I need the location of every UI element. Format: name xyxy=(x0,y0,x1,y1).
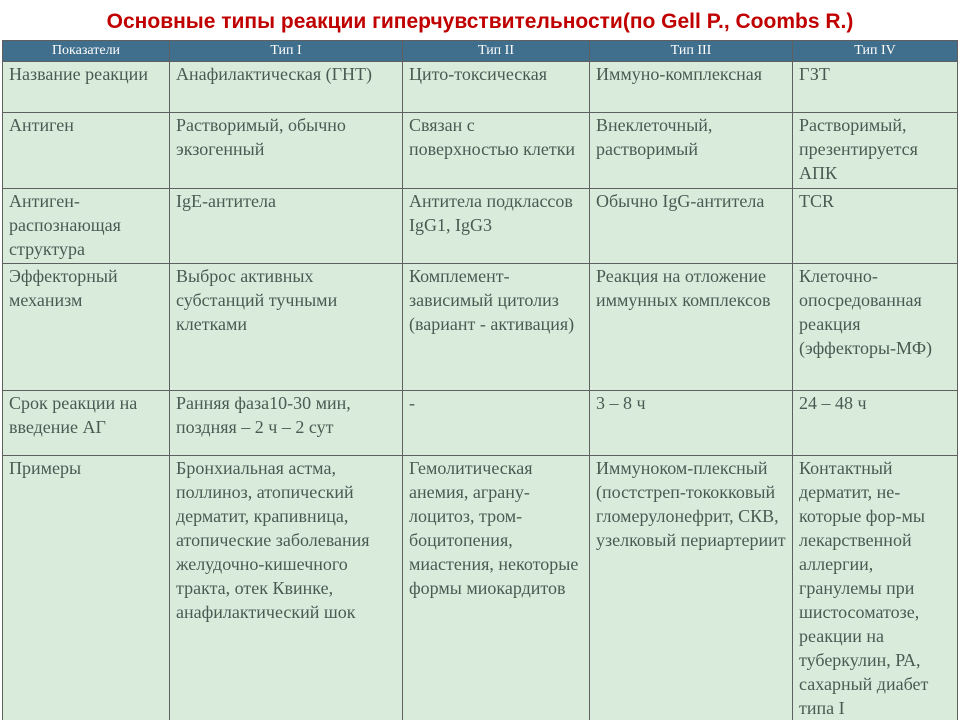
table-cell: Обычно IgG-антитела xyxy=(590,189,793,264)
table-row xyxy=(3,264,958,391)
row-label: Эффекторный механизм xyxy=(3,264,170,391)
table-cell: Гемолитическая анемия, аграну-лоцитоз, тром-боцитопения, миастения, некоторые формы миокардитов xyxy=(403,456,590,720)
table-cell: Реакция на отложение иммунных комплексов xyxy=(590,264,793,391)
table-cell: Цито-токсическая xyxy=(403,62,590,113)
table-cell: Контактный дерматит, не-которые фор-мы лекарственной аллергии, гранулемы при шистосоматозе, реакции на туберкулин, РА, сахарный диабет типа I xyxy=(793,456,958,720)
row-label: Антиген xyxy=(3,113,170,189)
table-cell: IgE-антитела xyxy=(170,189,403,264)
table-cell: Иммуно-комплексная xyxy=(590,62,793,113)
table-cell: 3 – 8 ч xyxy=(590,391,793,456)
header-type-3: Тип III xyxy=(590,41,793,62)
header-type-1: Тип I xyxy=(170,41,403,62)
header-indicators: Показатели xyxy=(3,41,170,62)
table-cell: Клеточно-опосредованная реакция (эффекторы-МФ) xyxy=(793,264,958,391)
table-cell: Растворимый, презентируется АПК xyxy=(793,113,958,189)
table-cell: Бронхиальная астма, поллиноз, атопический дерматит, крапивница, атопические заболевания желудочно-кишечного тракта, отек Квинке, анафилактический шок xyxy=(170,456,403,720)
table-cell: Ранняя фаза10-30 мин, поздняя – 2 ч – 2 сут xyxy=(170,391,403,456)
table-row xyxy=(3,189,958,264)
table-row xyxy=(3,62,958,113)
header-type-4: Тип IV xyxy=(793,41,958,62)
table-cell: Внеклеточный, растворимый xyxy=(590,113,793,189)
row-label: Название реакции xyxy=(3,62,170,113)
slide-title: Основные типы реакции гиперчувствительности(по Gell P., Coombs R.) xyxy=(106,10,854,33)
row-label: Срок реакции на введение АГ xyxy=(3,391,170,456)
table-cell: Растворимый, обычно экзогенный xyxy=(170,113,403,189)
table-cell: - xyxy=(403,391,590,456)
table-cell: Связан с поверхностью клетки xyxy=(403,113,590,189)
table-cell: ГЗТ xyxy=(793,62,958,113)
header-type-2: Тип II xyxy=(403,41,590,62)
table-row xyxy=(3,456,958,720)
table-cell: 24 – 48 ч xyxy=(793,391,958,456)
table-cell: TCR xyxy=(793,189,958,264)
table-cell: Выброс активных субстанций тучными клетками xyxy=(170,264,403,391)
table-row xyxy=(3,113,958,189)
row-label: Антиген-распознающая структура xyxy=(3,189,170,264)
table-header-row xyxy=(3,41,958,62)
table-cell: Иммуноком-плексный (постстреп-тококковый гломерулонефрит, СКВ, узелковый периартериит xyxy=(590,456,793,720)
table-cell: Анафилактическая (ГНТ) xyxy=(170,62,403,113)
table-cell: Комплемент-зависимый цитолиз (вариант - активация) xyxy=(403,264,590,391)
hypersensitivity-table xyxy=(2,40,958,720)
row-label: Примеры xyxy=(3,456,170,720)
table-row xyxy=(3,391,958,456)
table-cell: Антитела подклассов IgG1, IgG3 xyxy=(403,189,590,264)
